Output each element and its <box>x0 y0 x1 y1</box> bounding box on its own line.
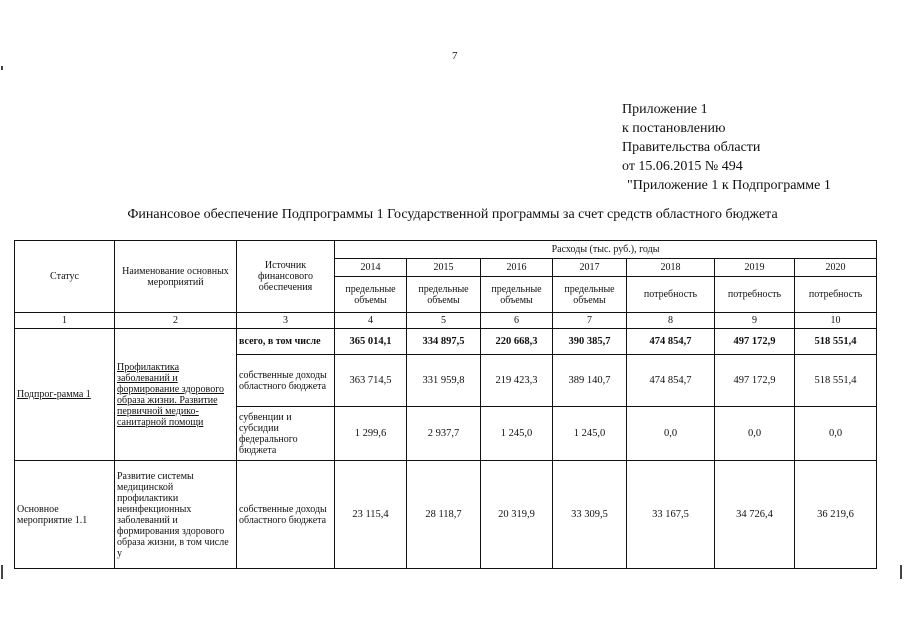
value-cell: 220 668,3 <box>481 329 553 355</box>
measure-row <box>15 461 877 569</box>
value-cell: 497 172,9 <box>715 355 795 407</box>
value-cell: 518 551,4 <box>795 329 877 355</box>
value-cell: 365 014,1 <box>335 329 407 355</box>
appendix-line: "Приложение 1 к Подпрограмме 1 <box>627 178 831 193</box>
header-row <box>15 241 877 259</box>
column-number: 6 <box>481 313 553 329</box>
value-cell: 1 245,0 <box>553 407 627 461</box>
value-cell: 20 319,9 <box>481 461 553 569</box>
value-cell: 33 167,5 <box>627 461 715 569</box>
header-kind: предельные объемы <box>481 277 553 313</box>
source-own-revenue: собственные доходы областного бюджета <box>237 355 335 407</box>
header-year: 2017 <box>553 259 627 277</box>
value-cell: 2 937,7 <box>407 407 481 461</box>
value-cell: 219 423,3 <box>481 355 553 407</box>
value-cell: 474 854,7 <box>627 355 715 407</box>
header-kind: потребность <box>627 277 715 313</box>
measure-name: Развитие системы медицинской профилактики неинфекционных заболеваний и формирования здорового образа жизни, в том числе у <box>115 461 237 569</box>
appendix-line: Приложение 1 <box>622 102 708 117</box>
measure-source: собственные доходы областного бюджета <box>237 461 335 569</box>
header-year: 2014 <box>335 259 407 277</box>
value-cell: 33 309,5 <box>553 461 627 569</box>
header-source: Источник финансового обеспечения <box>237 241 335 313</box>
value-cell: 23 115,4 <box>335 461 407 569</box>
value-cell: 1 245,0 <box>481 407 553 461</box>
header-status: Статус <box>15 241 115 313</box>
column-number: 3 <box>237 313 335 329</box>
page-number: 7 <box>452 50 458 62</box>
value-cell: 497 172,9 <box>715 329 795 355</box>
value-cell: 390 385,7 <box>553 329 627 355</box>
document-title: Финансовое обеспечение Подпрограммы 1 Государственной программы за счет средств областного бюджета <box>127 207 778 222</box>
value-cell: 331 959,8 <box>407 355 481 407</box>
finance-table <box>14 240 877 569</box>
measure-status: Основное мероприятие 1.1 <box>15 461 115 569</box>
value-cell: 36 219,6 <box>795 461 877 569</box>
value-cell: 474 854,7 <box>627 329 715 355</box>
value-cell: 363 714,5 <box>335 355 407 407</box>
value-cell: 389 140,7 <box>553 355 627 407</box>
header-kind: предельные объемы <box>335 277 407 313</box>
header-kind: потребность <box>715 277 795 313</box>
column-number: 10 <box>795 313 877 329</box>
header-kind: потребность <box>795 277 877 313</box>
scan-edge-mark <box>1 565 3 579</box>
scan-edge-mark <box>1 66 3 70</box>
scan-edge-mark <box>900 565 902 579</box>
header-year: 2019 <box>715 259 795 277</box>
header-year: 2020 <box>795 259 877 277</box>
column-number: 8 <box>627 313 715 329</box>
value-cell: 0,0 <box>715 407 795 461</box>
header-name: Наименование основных мероприятий <box>115 241 237 313</box>
value-cell: 0,0 <box>795 407 877 461</box>
subprogram-total-row <box>15 329 877 355</box>
source-federal: субвенции и субсидии федерального бюджета <box>237 407 335 461</box>
header-kind: предельные объемы <box>553 277 627 313</box>
header-year: 2015 <box>407 259 481 277</box>
value-cell: 28 118,7 <box>407 461 481 569</box>
value-cell: 334 897,5 <box>407 329 481 355</box>
header-year: 2016 <box>481 259 553 277</box>
header-expenses: Расходы (тыс. руб.), годы <box>335 241 877 259</box>
column-number: 4 <box>335 313 407 329</box>
header-kind: предельные объемы <box>407 277 481 313</box>
column-number: 5 <box>407 313 481 329</box>
value-cell: 1 299,6 <box>335 407 407 461</box>
column-number-row <box>15 313 877 329</box>
column-number: 9 <box>715 313 795 329</box>
source-total: всего, в том числе <box>237 329 335 355</box>
column-number: 7 <box>553 313 627 329</box>
value-cell: 34 726,4 <box>715 461 795 569</box>
appendix-header <box>622 100 831 195</box>
subprogram-name: Профилактика заболеваний и формирование здорового образа жизни. Развитие первичной медико-санитарной помощи <box>115 329 237 461</box>
header-year: 2018 <box>627 259 715 277</box>
value-cell: 518 551,4 <box>795 355 877 407</box>
value-cell: 0,0 <box>627 407 715 461</box>
column-number: 2 <box>115 313 237 329</box>
subprogram-status: Подпрог-рамма 1 <box>15 329 115 461</box>
appendix-line: к постановлению <box>622 121 726 136</box>
appendix-line: Правительства области <box>622 140 761 155</box>
appendix-line: от 15.06.2015 № 494 <box>622 159 743 174</box>
column-number: 1 <box>15 313 115 329</box>
